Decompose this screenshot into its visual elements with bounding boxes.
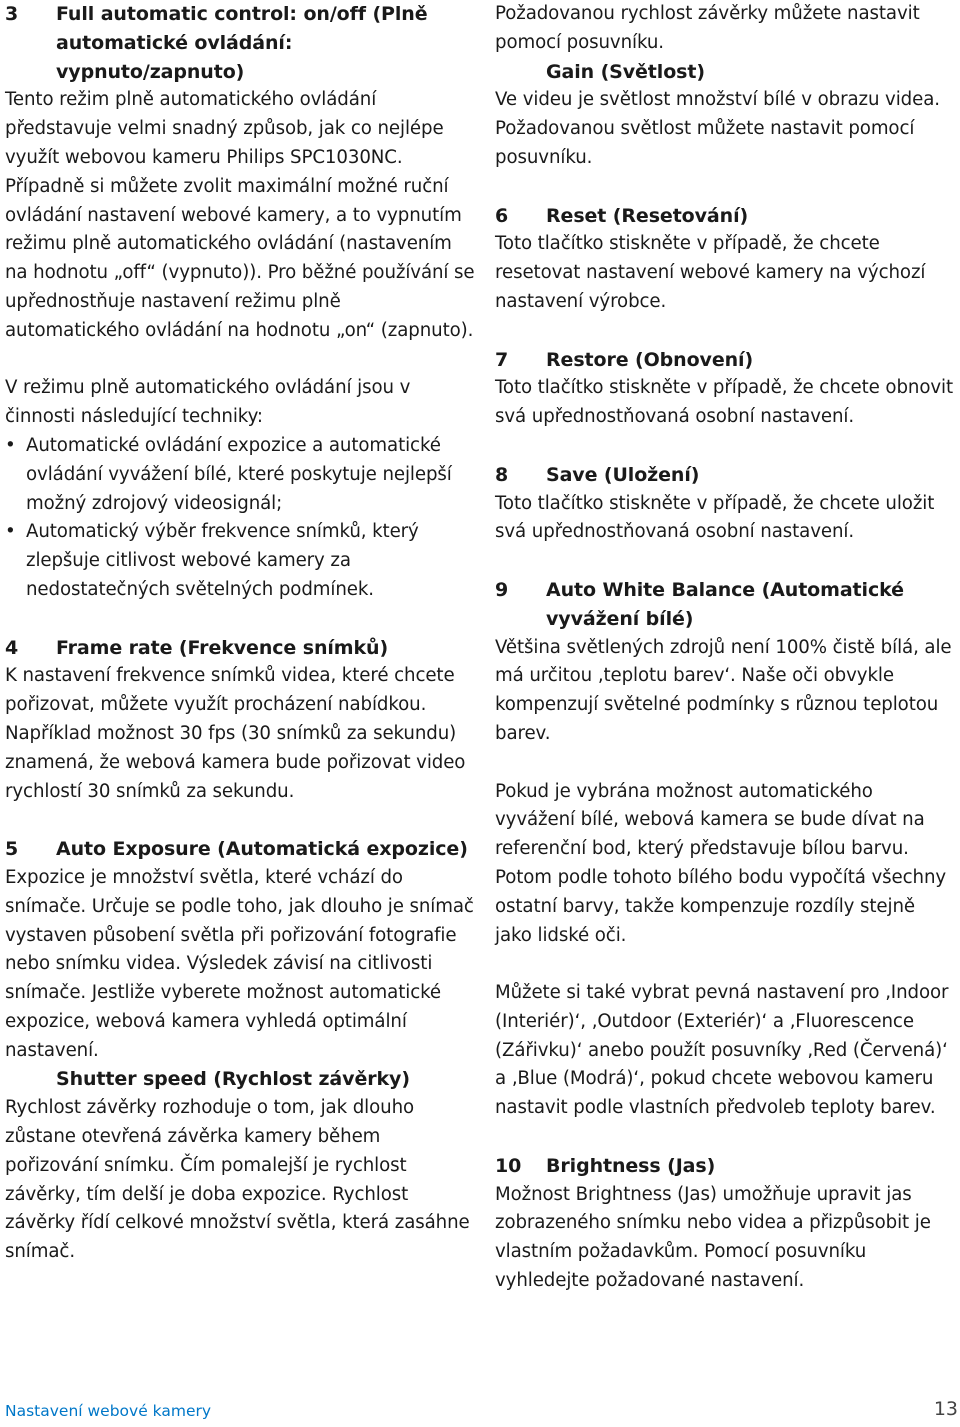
section-6-title: Reset (Resetování): [546, 204, 749, 227]
gain-paragraph: Ve videu je světlost množství bílé v obrazu videa. Požadovanou světlost můžete nastavit pomocí posuvníku.: [495, 89, 940, 168]
section-9-number: 9: [495, 578, 509, 601]
page-number: 13: [933, 1398, 958, 1420]
section-8-number: 8: [495, 463, 509, 486]
right-column: [495, 0, 957, 1296]
bullet-item: • Automatický výběr frekvence snímků, který zlepšuje citlivost webové kamery za nedostatečných světelných podmínek.: [5, 518, 475, 604]
shutter-speed-heading: Shutter speed (Rychlost závěrky): [56, 1068, 410, 1091]
section-7-title: Restore (Obnovení): [546, 348, 754, 371]
section-4-number: 4: [5, 636, 19, 659]
section-9-paragraph-2: Pokud je vybrána možnost automatického vyvážení bílé, webová kamera se bude dívat na referenční bod, který představuje bílou barvu. Potom podle tohoto bílého bodu vypočítá všechny ostatní barvy, takže kompenzuje rozdíly stejně jako lidské oči.: [495, 780, 947, 946]
section-4-title: Frame rate (Frekvence snímků): [56, 636, 389, 659]
section-7-paragraph: Toto tlačítko stiskněte v případě, že chcete obnovit svá upřednostňovaná osobní nastavení.: [495, 377, 953, 428]
section-9-paragraph-3: Můžete si také vybrat pevná nastavení pro ‚Indoor (Interiér)‘, ‚Outdoor (Exteriér)‘ a ‚Fluorescence (Zářivku)‘ anebo použít posuvníky ‚Red (Červená)‘ a ‚Blue (Modrá)‘, pokud chcete webovou kameru nastavit podle vlastních předvoleb teploty barev.: [495, 982, 949, 1119]
shutter-speed-paragraph-2: Požadovanou rychlost závěrky můžete nastavit pomocí posuvníku.: [495, 3, 920, 53]
section-10-title: Brightness (Jas): [546, 1154, 716, 1177]
section-3-bullet-list: [5, 432, 475, 605]
section-5-paragraph-1: Expozice je množství světla, které vchází do snímače. Určuje se podle toho, jak dlouho je snímač vystaven působení světla při pořizování fotografie nebo snímku videa. Výsledek závisí na citlivosti snímače. Jestliže vyberete možnost automatické expozice, webová kamera vyhledá optimální nastavení.: [5, 866, 474, 1061]
section-5-title: Auto Exposure (Automatická expozice): [56, 838, 468, 861]
section-3-paragraph-1: Tento režim plně automatického ovládání představuje velmi snadný způsob, jak co nejlépe využít webovou kameru Philips SPC1030NC. Případně si můžete zvolit maximální možné ruční ovládání nastavení webové kamery, a to vypnutím režimu plně automatického ovládání (nastavením na hodnotu „off“ (vypnuto)). Pro běžné používání se upřednostňuje nastavení režimu plně automatického ovládání na hodnotu „on“ (zapnuto).: [5, 89, 475, 341]
section-10-heading: [495, 1152, 957, 1181]
section-10-number: 10: [495, 1154, 522, 1177]
section-9-title: Auto White Balance (Automatické vyvážení bílé): [546, 578, 904, 630]
section-3-heading: [5, 0, 475, 86]
section-6-heading: [495, 202, 957, 231]
left-column: [5, 0, 475, 1267]
section-6-paragraph: Toto tlačítko stiskněte v případě, že chcete resetovat nastavení webové kamery na výchozí nastavení výrobce.: [495, 233, 926, 312]
section-4-paragraph-1: K nastavení frekvence snímků videa, které chcete pořizovat, můžete využít procházení nabídkou. Například možnost 30 fps (30 snímků za sekundu) znamená, že webová kamera bude pořizovat video rychlostí 30 snímků za sekundu.: [5, 665, 466, 802]
section-7-number: 7: [495, 348, 509, 371]
bullet-item: • Automatické ovládání expozice a automatické ovládání vyvážení bílé, které poskytuje nejlepší možný zdrojový videosignál;: [5, 432, 475, 518]
section-8-paragraph: Toto tlačítko stiskněte v případě, že chcete uložit svá upřednostňovaná osobní nastavení.: [495, 492, 935, 543]
footer-section-label: Nastavení webové kamery: [5, 1402, 212, 1420]
section-3-title: Full automatic control: on/off (Plně automatické ovládání: vypnuto/zapnuto): [56, 3, 428, 83]
section-10-paragraph: Možnost Brightness (Jas) umožňuje upravit jas zobrazeného snímku nebo videa a přizpůsobit je vlastním požadavkům. Pomocí posuvníku vyhledejte požadované nastavení.: [495, 1183, 931, 1292]
shutter-speed-paragraph-1: Rychlost závěrky rozhoduje o tom, jak dlouho zůstane otevřená závěrka kamery během pořizování snímku. Čím pomalejší je rychlost závěrky, tím delší je doba expozice. Rychlost závěrky řídí celkové množství světla, která zasáhne snímač.: [5, 1097, 470, 1263]
section-9-paragraph-1: Většina světlených zdrojů není 100% čistě bílá, ale má určitou ‚teplotu barev‘. Naše oči obvykle kompenzují světelné podmínky s různou teplotou barev.: [495, 636, 952, 744]
section-5-number: 5: [5, 838, 19, 861]
section-9-heading: [495, 576, 957, 634]
gain-heading: Gain (Světlost): [546, 60, 705, 83]
section-8-heading: [495, 461, 957, 490]
section-3-number: 3: [5, 3, 19, 25]
section-4-heading: [5, 634, 475, 663]
section-7-heading: [495, 346, 957, 375]
section-6-number: 6: [495, 204, 509, 227]
section-5-heading: [5, 835, 475, 864]
page-footer: [5, 1398, 958, 1426]
section-3-paragraph-2: V režimu plně automatického ovládání jsou v činnosti následující techniky:: [5, 377, 411, 428]
section-8-title: Save (Uložení): [546, 463, 700, 486]
